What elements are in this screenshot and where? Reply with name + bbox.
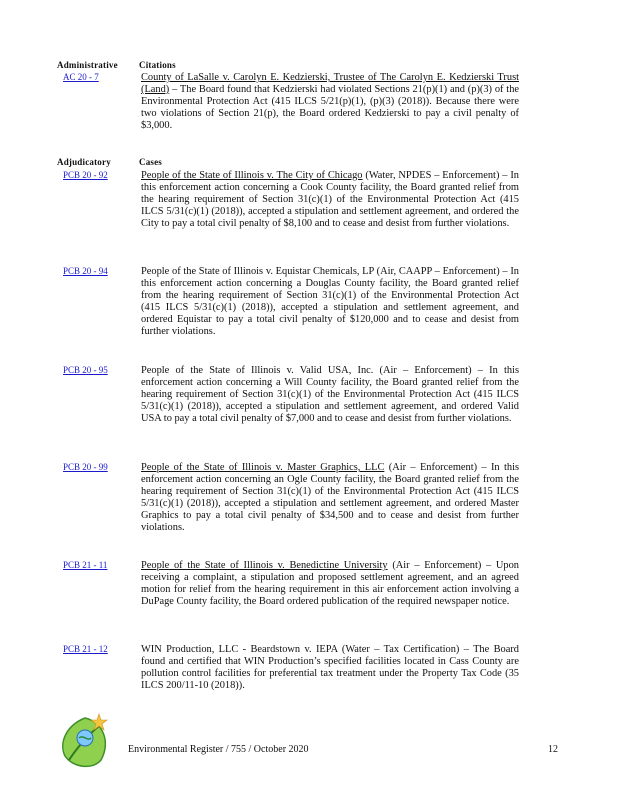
section-heading-col1: Administrative — [57, 60, 118, 70]
entry-text: WIN Production, LLC - Beardstown v. IEPA (Water – Tax Certification) – The Board found and certified that WIN Production’s specified facilities located in Cass County are pollution control facilities for preferential tax treatment under the Property Tax Code (35 ILCS 200/11-10 (2018)). — [141, 644, 519, 691]
leaf-logo-icon — [55, 712, 115, 772]
docket-link[interactable]: PCB 20 - 94 — [63, 266, 108, 276]
entry-body — [141, 644, 519, 692]
entry-text: (Air – Enforcement) – In this enforcement action concerning an Ogle County facility, the Board granted relief from the hearing requirement of Section 31(c)(1) of the Environmental Protection Act (415 ILCS 5/31(c)(1) (2018)), accepted a stipulation and settlement agreement, and ordered Master Graphics to pay a total civil penalty of $34,500 and to cease and desist from further violations. — [141, 462, 519, 533]
entry-text: (Water, NPDES – Enforcement) – In this enforcement action concerning a Cook County facility, the Board granted relief from the hearing requirement of Section 31(c)(1) of the Environmental Protection Act (415 ILCS 5/31(c)(1) (2018)), accepted a stipulation and settlement agreement, and ordered the City to pay a total civil penalty of $8,100 and to cease and desist from further violations. — [141, 170, 519, 229]
entry-text: – The Board found that Kedzierski had violated Sections 21(p)(1) and (p)(3) of the Environmental Protection Act (415 ILCS 5/21(p)(1), (p)(3) (2018)). Because there were two violations of Section 21(p), the Board ordered Kedzierski to pay a civil penalty of $3,000. — [141, 84, 519, 131]
section-heading-col1: Adjudicatory — [57, 157, 111, 167]
docket-link[interactable]: PCB 21 - 11 — [63, 560, 108, 570]
page-footer — [0, 740, 618, 780]
entry-text: People of the State of Illinois v. Equistar Chemicals, LP (Air, CAAPP – Enforcement) – In this enforcement action concerning a Douglas County facility, the Board granted relief from the hearing requirement of Section 31(c)(1) of the Environmental Protection Act (415 ILCS 5/31(c)(1) (2018)), accepted a stipulation and settlement agreement, and ordered Equistar to pay a total civil penalty of $120,000 and to cease and desist from further violations. — [141, 266, 519, 337]
docket-link[interactable]: PCB 21 - 12 — [63, 644, 108, 654]
section-heading-adjudicatory — [57, 157, 162, 167]
entry-body — [141, 266, 519, 338]
entry-body — [141, 560, 519, 608]
footer-publication-text: Environmental Register / 755 / October 2020 — [128, 744, 309, 755]
case-name: People of the State of Illinois v. Benedictine University — [141, 560, 388, 571]
case-name: County of LaSalle v. Carolyn E. Kedzierski, Trustee of The Carolyn E. Kedzierski Trust (Land) — [141, 72, 519, 95]
section-heading-administrative — [57, 60, 176, 70]
docket-link[interactable]: PCB 20 - 95 — [63, 365, 108, 375]
docket-link[interactable]: PCB 20 - 99 — [63, 462, 108, 472]
entry-body — [141, 72, 519, 132]
section-heading-col2: Cases — [139, 157, 162, 167]
case-name: People of the State of Illinois v. The City of Chicago — [141, 170, 363, 181]
page-number: 12 — [548, 744, 558, 755]
section-heading-col2: Citations — [139, 60, 176, 70]
docket-link[interactable]: PCB 20 - 92 — [63, 170, 108, 180]
entry-body — [141, 170, 519, 230]
entry-body — [141, 462, 519, 534]
entry-body — [141, 365, 519, 425]
docket-link[interactable]: AC 20 - 7 — [63, 72, 99, 82]
entry-text: People of the State of Illinois v. Valid USA, Inc. (Air – Enforcement) – In this enforcement action concerning a Will County facility, the Board granted relief from the hearing requirement of Section 31(c)(1) of the Environmental Protection Act (415 ILCS 5/31(c)(1) (2018)), accepted a stipulation and settlement agreement, and ordered Valid USA to pay a total civil penalty of $7,000 and to cease and desist from further violations. — [141, 365, 519, 424]
entry-text: (Air – Enforcement) – Upon receiving a complaint, a stipulation and proposed settlement agreement, and an agreed motion for relief from the hearing requirement in this air enforcement action involving a DuPage County facility, the Board ordered publication of the required newspaper notice. — [141, 560, 519, 607]
case-name: People of the State of Illinois v. Master Graphics, LLC — [141, 462, 385, 473]
